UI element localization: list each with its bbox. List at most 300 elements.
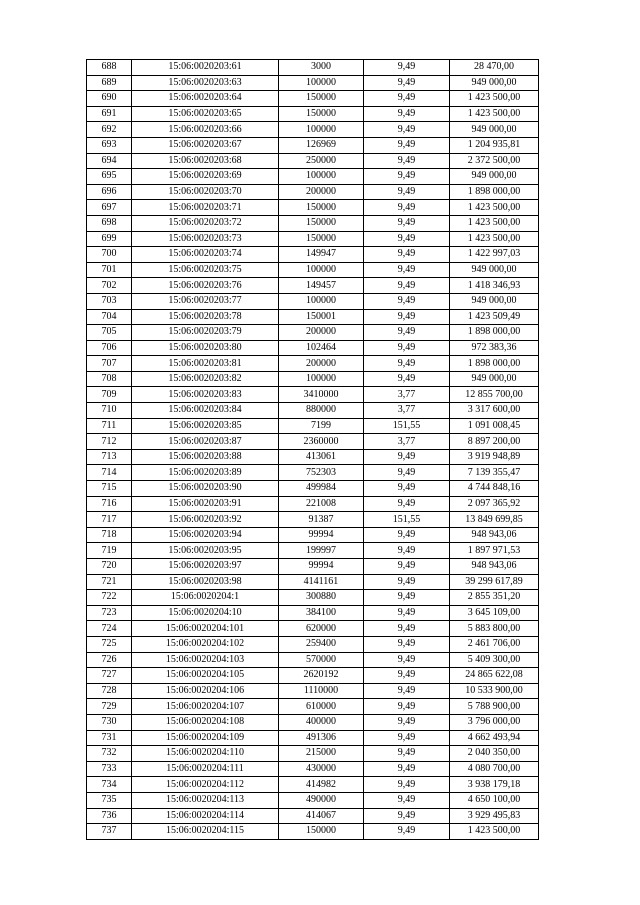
row-number-cell: 710	[87, 403, 132, 419]
value-cell: 2 855 351,20	[450, 590, 539, 606]
value-cell: 1 423 500,00	[450, 200, 539, 216]
row-number-cell: 721	[87, 574, 132, 590]
table-row	[87, 309, 539, 325]
row-number-cell: 732	[87, 746, 132, 762]
cadastral-number-cell: 15:06:0020203:68	[132, 153, 279, 169]
value-cell: 1 898 000,00	[450, 325, 539, 341]
value-cell: 2 097 365,92	[450, 496, 539, 512]
cadastral-number-cell: 15:06:0020203:70	[132, 184, 279, 200]
cadastral-number-cell: 15:06:0020203:65	[132, 106, 279, 122]
table-row	[87, 91, 539, 107]
row-number-cell: 717	[87, 512, 132, 528]
area-cell: 620000	[279, 621, 364, 637]
rate-cell: 9,49	[364, 808, 450, 824]
row-number-cell: 701	[87, 262, 132, 278]
row-number-cell: 695	[87, 169, 132, 185]
area-cell: 200000	[279, 325, 364, 341]
rate-cell: 9,49	[364, 200, 450, 216]
rate-cell: 9,49	[364, 293, 450, 309]
area-cell: 100000	[279, 371, 364, 387]
cadastral-number-cell: 15:06:0020203:95	[132, 543, 279, 559]
value-cell: 1 204 935,81	[450, 137, 539, 153]
row-number-cell: 712	[87, 434, 132, 450]
table-row	[87, 777, 539, 793]
value-cell: 3 938 179,18	[450, 777, 539, 793]
area-cell: 149457	[279, 278, 364, 294]
value-cell: 13 849 699,85	[450, 512, 539, 528]
cadastral-number-cell: 15:06:0020203:85	[132, 418, 279, 434]
area-cell: 215000	[279, 746, 364, 762]
table-row	[87, 574, 539, 590]
cadastral-number-cell: 15:06:0020204:10	[132, 605, 279, 621]
row-number-cell: 731	[87, 730, 132, 746]
table-row	[87, 605, 539, 621]
area-cell: 570000	[279, 652, 364, 668]
table-row	[87, 184, 539, 200]
area-cell: 752303	[279, 465, 364, 481]
area-cell: 200000	[279, 356, 364, 372]
rate-cell: 9,49	[364, 777, 450, 793]
value-cell: 1 091 008,45	[450, 418, 539, 434]
row-number-cell: 711	[87, 418, 132, 434]
table-row	[87, 215, 539, 231]
cadastral-number-cell: 15:06:0020203:67	[132, 137, 279, 153]
cadastral-number-cell: 15:06:0020203:80	[132, 340, 279, 356]
table-row	[87, 636, 539, 652]
value-cell: 3 929 495,83	[450, 808, 539, 824]
row-number-cell: 720	[87, 559, 132, 575]
cadastral-number-cell: 15:06:0020204:106	[132, 683, 279, 699]
cadastral-number-cell: 15:06:0020203:81	[132, 356, 279, 372]
table-row	[87, 512, 539, 528]
rate-cell: 9,49	[364, 668, 450, 684]
area-cell: 250000	[279, 153, 364, 169]
rate-cell: 9,49	[364, 574, 450, 590]
area-cell: 100000	[279, 122, 364, 138]
rate-cell: 9,49	[364, 106, 450, 122]
row-number-cell: 730	[87, 714, 132, 730]
rate-cell: 3,77	[364, 387, 450, 403]
rate-cell: 9,49	[364, 746, 450, 762]
row-number-cell: 707	[87, 356, 132, 372]
table-row	[87, 527, 539, 543]
cadastral-number-cell: 15:06:0020203:88	[132, 449, 279, 465]
cadastral-number-cell: 15:06:0020203:82	[132, 371, 279, 387]
rate-cell: 9,49	[364, 137, 450, 153]
value-cell: 8 897 200,00	[450, 434, 539, 450]
value-cell: 4 080 700,00	[450, 761, 539, 777]
area-cell: 490000	[279, 792, 364, 808]
value-cell: 10 533 900,00	[450, 683, 539, 699]
area-cell: 99994	[279, 527, 364, 543]
cadastral-number-cell: 15:06:0020203:90	[132, 481, 279, 497]
rate-cell: 9,49	[364, 309, 450, 325]
area-cell: 199997	[279, 543, 364, 559]
table-row	[87, 621, 539, 637]
table-row	[87, 137, 539, 153]
cadastral-number-cell: 15:06:0020203:72	[132, 215, 279, 231]
table-row	[87, 356, 539, 372]
row-number-cell: 696	[87, 184, 132, 200]
cadastral-number-cell: 15:06:0020204:105	[132, 668, 279, 684]
row-number-cell: 700	[87, 247, 132, 263]
area-cell: 99994	[279, 559, 364, 575]
table-row	[87, 559, 539, 575]
area-cell: 300880	[279, 590, 364, 606]
value-cell: 5 788 900,00	[450, 699, 539, 715]
cadastral-number-cell: 15:06:0020204:113	[132, 792, 279, 808]
value-cell: 949 000,00	[450, 293, 539, 309]
rate-cell: 151,55	[364, 418, 450, 434]
row-number-cell: 706	[87, 340, 132, 356]
area-cell: 413061	[279, 449, 364, 465]
table-row	[87, 75, 539, 91]
area-cell: 3410000	[279, 387, 364, 403]
table-row	[87, 543, 539, 559]
value-cell: 1 898 000,00	[450, 356, 539, 372]
cadastral-number-cell: 15:06:0020204:110	[132, 746, 279, 762]
rate-cell: 9,49	[364, 605, 450, 621]
row-number-cell: 724	[87, 621, 132, 637]
cadastral-number-cell: 15:06:0020203:69	[132, 169, 279, 185]
row-number-cell: 733	[87, 761, 132, 777]
area-cell: 384100	[279, 605, 364, 621]
rate-cell: 9,49	[364, 481, 450, 497]
table-row	[87, 293, 539, 309]
row-number-cell: 713	[87, 449, 132, 465]
table-row	[87, 481, 539, 497]
row-number-cell: 703	[87, 293, 132, 309]
rate-cell: 9,49	[364, 652, 450, 668]
value-cell: 4 650 100,00	[450, 792, 539, 808]
cadastral-number-cell: 15:06:0020203:89	[132, 465, 279, 481]
rate-cell: 9,49	[364, 621, 450, 637]
cadastral-number-cell: 15:06:0020204:101	[132, 621, 279, 637]
area-cell: 91387	[279, 512, 364, 528]
table-row	[87, 340, 539, 356]
rate-cell: 9,49	[364, 356, 450, 372]
rate-cell: 9,49	[364, 730, 450, 746]
rate-cell: 9,49	[364, 824, 450, 840]
table-row	[87, 60, 539, 76]
value-cell: 949 000,00	[450, 371, 539, 387]
cadastral-number-cell: 15:06:0020203:79	[132, 325, 279, 341]
value-cell: 4 662 493,94	[450, 730, 539, 746]
value-cell: 1 423 509,49	[450, 309, 539, 325]
rate-cell: 9,49	[364, 340, 450, 356]
rate-cell: 9,49	[364, 122, 450, 138]
value-cell: 3 317 600,00	[450, 403, 539, 419]
value-cell: 949 000,00	[450, 169, 539, 185]
row-number-cell: 697	[87, 200, 132, 216]
row-number-cell: 714	[87, 465, 132, 481]
cadastral-number-cell: 15:06:0020203:94	[132, 527, 279, 543]
rate-cell: 3,77	[364, 403, 450, 419]
cadastral-number-cell: 15:06:0020204:1	[132, 590, 279, 606]
cadastral-number-cell: 15:06:0020203:73	[132, 231, 279, 247]
rate-cell: 9,49	[364, 153, 450, 169]
row-number-cell: 702	[87, 278, 132, 294]
area-cell: 7199	[279, 418, 364, 434]
cadastral-number-cell: 15:06:0020203:63	[132, 75, 279, 91]
value-cell: 5 883 800,00	[450, 621, 539, 637]
row-number-cell: 691	[87, 106, 132, 122]
table-row	[87, 106, 539, 122]
row-number-cell: 698	[87, 215, 132, 231]
table-row	[87, 153, 539, 169]
table-row	[87, 808, 539, 824]
table-row	[87, 418, 539, 434]
value-cell: 2 040 350,00	[450, 746, 539, 762]
cadastral-number-cell: 15:06:0020204:112	[132, 777, 279, 793]
area-cell: 259400	[279, 636, 364, 652]
cadastral-number-cell: 15:06:0020203:74	[132, 247, 279, 263]
area-cell: 400000	[279, 714, 364, 730]
value-cell: 2 461 706,00	[450, 636, 539, 652]
cadastral-number-cell: 15:06:0020203:77	[132, 293, 279, 309]
row-number-cell: 734	[87, 777, 132, 793]
area-cell: 430000	[279, 761, 364, 777]
value-cell: 4 744 848,16	[450, 481, 539, 497]
area-cell: 150000	[279, 106, 364, 122]
row-number-cell: 692	[87, 122, 132, 138]
rate-cell: 9,49	[364, 325, 450, 341]
rate-cell: 9,49	[364, 465, 450, 481]
value-cell: 1 423 500,00	[450, 106, 539, 122]
area-cell: 610000	[279, 699, 364, 715]
row-number-cell: 737	[87, 824, 132, 840]
table-row	[87, 746, 539, 762]
value-cell: 3 645 109,00	[450, 605, 539, 621]
cadastral-number-cell: 15:06:0020203:92	[132, 512, 279, 528]
cadastral-number-cell: 15:06:0020203:91	[132, 496, 279, 512]
cadastral-number-cell: 15:06:0020203:76	[132, 278, 279, 294]
cadastral-value-table	[86, 59, 539, 840]
area-cell: 100000	[279, 262, 364, 278]
rate-cell: 9,49	[364, 169, 450, 185]
row-number-cell: 715	[87, 481, 132, 497]
value-cell: 1 423 500,00	[450, 231, 539, 247]
area-cell: 100000	[279, 293, 364, 309]
area-cell: 150000	[279, 824, 364, 840]
area-cell: 100000	[279, 75, 364, 91]
rate-cell: 9,49	[364, 231, 450, 247]
area-cell: 150000	[279, 200, 364, 216]
rate-cell: 9,49	[364, 60, 450, 76]
cadastral-number-cell: 15:06:0020203:64	[132, 91, 279, 107]
cadastral-number-cell: 15:06:0020204:102	[132, 636, 279, 652]
table-row	[87, 403, 539, 419]
row-number-cell: 736	[87, 808, 132, 824]
rate-cell: 9,49	[364, 215, 450, 231]
value-cell: 12 855 700,00	[450, 387, 539, 403]
cadastral-number-cell: 15:06:0020204:107	[132, 699, 279, 715]
area-cell: 150000	[279, 231, 364, 247]
cadastral-number-cell: 15:06:0020203:71	[132, 200, 279, 216]
table-row	[87, 792, 539, 808]
rate-cell: 9,49	[364, 543, 450, 559]
row-number-cell: 726	[87, 652, 132, 668]
table-row	[87, 371, 539, 387]
cadastral-number-cell: 15:06:0020204:111	[132, 761, 279, 777]
rate-cell: 9,49	[364, 262, 450, 278]
rate-cell: 9,49	[364, 278, 450, 294]
value-cell: 1 423 500,00	[450, 824, 539, 840]
rate-cell: 9,49	[364, 636, 450, 652]
row-number-cell: 716	[87, 496, 132, 512]
value-cell: 28 470,00	[450, 60, 539, 76]
rate-cell: 9,49	[364, 590, 450, 606]
cadastral-number-cell: 15:06:0020204:109	[132, 730, 279, 746]
row-number-cell: 729	[87, 699, 132, 715]
row-number-cell: 705	[87, 325, 132, 341]
rate-cell: 9,49	[364, 91, 450, 107]
rate-cell: 3,77	[364, 434, 450, 450]
area-cell: 414067	[279, 808, 364, 824]
row-number-cell: 709	[87, 387, 132, 403]
value-cell: 24 865 622,08	[450, 668, 539, 684]
rate-cell: 9,49	[364, 527, 450, 543]
area-cell: 150000	[279, 215, 364, 231]
rate-cell: 9,49	[364, 761, 450, 777]
value-cell: 949 000,00	[450, 75, 539, 91]
table-row	[87, 200, 539, 216]
area-cell: 880000	[279, 403, 364, 419]
table-row	[87, 122, 539, 138]
rate-cell: 9,49	[364, 247, 450, 263]
value-cell: 39 299 617,89	[450, 574, 539, 590]
cadastral-number-cell: 15:06:0020203:98	[132, 574, 279, 590]
row-number-cell: 718	[87, 527, 132, 543]
area-cell: 4141161	[279, 574, 364, 590]
cadastral-number-cell: 15:06:0020203:87	[132, 434, 279, 450]
row-number-cell: 704	[87, 309, 132, 325]
value-cell: 949 000,00	[450, 262, 539, 278]
rate-cell: 9,49	[364, 683, 450, 699]
cadastral-number-cell: 15:06:0020203:84	[132, 403, 279, 419]
cadastral-number-cell: 15:06:0020204:114	[132, 808, 279, 824]
table-row	[87, 668, 539, 684]
area-cell: 1110000	[279, 683, 364, 699]
area-cell: 2620192	[279, 668, 364, 684]
row-number-cell: 699	[87, 231, 132, 247]
value-cell: 5 409 300,00	[450, 652, 539, 668]
cadastral-number-cell: 15:06:0020203:66	[132, 122, 279, 138]
row-number-cell: 719	[87, 543, 132, 559]
value-cell: 1 423 500,00	[450, 215, 539, 231]
area-cell: 100000	[279, 169, 364, 185]
row-number-cell: 708	[87, 371, 132, 387]
value-cell: 2 372 500,00	[450, 153, 539, 169]
row-number-cell: 689	[87, 75, 132, 91]
table-row	[87, 262, 539, 278]
area-cell: 499984	[279, 481, 364, 497]
area-cell: 102464	[279, 340, 364, 356]
table-row	[87, 730, 539, 746]
rate-cell: 9,49	[364, 496, 450, 512]
table-row	[87, 278, 539, 294]
value-cell: 1 422 997,03	[450, 247, 539, 263]
value-cell: 1 423 500,00	[450, 91, 539, 107]
area-cell: 491306	[279, 730, 364, 746]
table-row	[87, 761, 539, 777]
rate-cell: 9,49	[364, 559, 450, 575]
rate-cell: 9,49	[364, 699, 450, 715]
area-cell: 150001	[279, 309, 364, 325]
table-row	[87, 652, 539, 668]
table-row	[87, 699, 539, 715]
table-row	[87, 387, 539, 403]
table-row	[87, 683, 539, 699]
table-row	[87, 590, 539, 606]
cadastral-number-cell: 15:06:0020203:78	[132, 309, 279, 325]
area-cell: 3000	[279, 60, 364, 76]
cadastral-number-cell: 15:06:0020204:115	[132, 824, 279, 840]
table-row	[87, 465, 539, 481]
area-cell: 149947	[279, 247, 364, 263]
cadastral-number-cell: 15:06:0020204:108	[132, 714, 279, 730]
row-number-cell: 722	[87, 590, 132, 606]
value-cell: 1 418 346,93	[450, 278, 539, 294]
table-row	[87, 325, 539, 341]
value-cell: 949 000,00	[450, 122, 539, 138]
value-cell: 3 919 948,89	[450, 449, 539, 465]
row-number-cell: 688	[87, 60, 132, 76]
value-cell: 972 383,36	[450, 340, 539, 356]
rate-cell: 9,49	[364, 714, 450, 730]
rate-cell: 9,49	[364, 449, 450, 465]
cadastral-number-cell: 15:06:0020204:103	[132, 652, 279, 668]
rate-cell: 9,49	[364, 75, 450, 91]
value-cell: 3 796 000,00	[450, 714, 539, 730]
table-body	[87, 60, 539, 840]
row-number-cell: 690	[87, 91, 132, 107]
value-cell: 1 897 971,53	[450, 543, 539, 559]
area-cell: 150000	[279, 91, 364, 107]
area-cell: 221008	[279, 496, 364, 512]
row-number-cell: 727	[87, 668, 132, 684]
table-row	[87, 231, 539, 247]
value-cell: 948 943,06	[450, 527, 539, 543]
table-row	[87, 434, 539, 450]
table-row	[87, 824, 539, 840]
rate-cell: 151,55	[364, 512, 450, 528]
rate-cell: 9,49	[364, 371, 450, 387]
cadastral-number-cell: 15:06:0020203:75	[132, 262, 279, 278]
table-row	[87, 714, 539, 730]
cadastral-number-cell: 15:06:0020203:61	[132, 60, 279, 76]
area-cell: 414982	[279, 777, 364, 793]
row-number-cell: 735	[87, 792, 132, 808]
value-cell: 948 943,06	[450, 559, 539, 575]
rate-cell: 9,49	[364, 184, 450, 200]
table-row	[87, 449, 539, 465]
value-cell: 7 139 355,47	[450, 465, 539, 481]
value-cell: 1 898 000,00	[450, 184, 539, 200]
table-row	[87, 169, 539, 185]
row-number-cell: 725	[87, 636, 132, 652]
table-row	[87, 247, 539, 263]
row-number-cell: 693	[87, 137, 132, 153]
row-number-cell: 694	[87, 153, 132, 169]
table-row	[87, 496, 539, 512]
rate-cell: 9,49	[364, 792, 450, 808]
cadastral-number-cell: 15:06:0020203:97	[132, 559, 279, 575]
row-number-cell: 728	[87, 683, 132, 699]
row-number-cell: 723	[87, 605, 132, 621]
area-cell: 2360000	[279, 434, 364, 450]
cadastral-number-cell: 15:06:0020203:83	[132, 387, 279, 403]
